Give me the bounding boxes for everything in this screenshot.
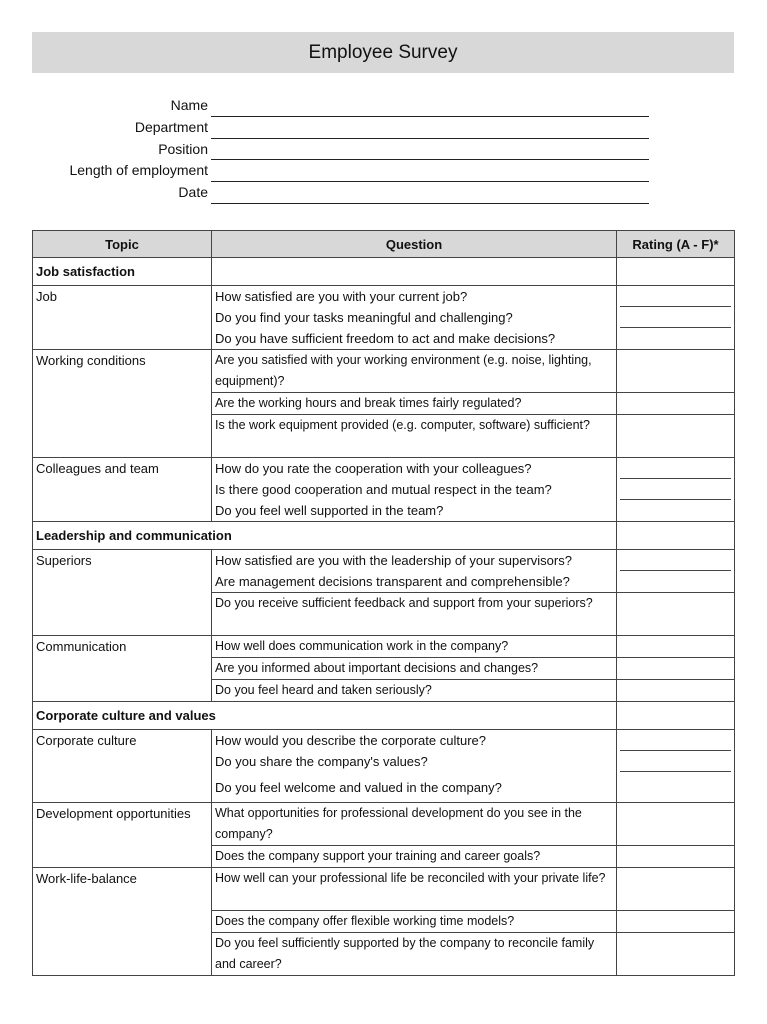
info-label: Name: [170, 97, 208, 113]
rating-cell[interactable]: [617, 933, 735, 976]
survey-table: [32, 230, 735, 976]
topic-cell: Communication: [33, 636, 212, 702]
question-text: Do you share the company's values?: [215, 754, 428, 769]
rating-cell[interactable]: [617, 258, 735, 286]
rating-cell[interactable]: [620, 571, 731, 592]
rating-cell[interactable]: [620, 307, 731, 328]
table-row: [33, 286, 735, 350]
rating-cell[interactable]: [617, 911, 735, 933]
info-label: Length of employment: [69, 162, 208, 179]
table-row: [33, 730, 735, 803]
question-cell: [212, 550, 617, 593]
rating-cell[interactable]: [617, 636, 735, 658]
question-text: How would you describe the corporate culture?: [215, 733, 486, 748]
table-row: [33, 868, 735, 911]
question-cell: Do you receive sufficient feedback and support from your superiors?: [212, 593, 617, 636]
info-row-date: [32, 182, 632, 204]
rating-cell[interactable]: [620, 730, 731, 751]
question-cell: [212, 730, 617, 803]
topic-cell: Working conditions: [33, 350, 212, 458]
question-text: Do you feel well supported in the team?: [215, 503, 444, 518]
rating-cell[interactable]: [620, 550, 731, 571]
section-row: [33, 258, 735, 286]
section-row: [33, 522, 735, 550]
section-title: Job satisfaction: [33, 258, 212, 286]
question-cell: Are you satisfied with your working environment (e.g. noise, lighting, equipment)?: [212, 350, 617, 393]
topic-cell: Superiors: [33, 550, 212, 636]
info-label: Date: [178, 184, 208, 201]
column-header-topic: Topic: [33, 231, 212, 258]
question-cell: Do you feel heard and taken seriously?: [212, 680, 617, 702]
question-text: Are management decisions transparent and comprehensible?: [215, 574, 570, 589]
section-title: Corporate culture and values: [33, 702, 617, 730]
section-row: [33, 702, 735, 730]
table-row: [33, 458, 735, 522]
column-header-rating: Rating (A - F)*: [617, 231, 735, 258]
rating-cell[interactable]: [620, 286, 731, 307]
info-label: Position: [158, 140, 208, 157]
info-row-department: [32, 117, 632, 139]
page-title: Employee Survey: [32, 32, 734, 73]
info-label: Department: [134, 118, 208, 135]
question-text: How satisfied are you with the leadership of your supervisors?: [215, 553, 572, 568]
question-cell: Does the company support your training and career goals?: [212, 846, 617, 868]
question-text: Do you find your tasks meaningful and challenging?: [215, 310, 513, 325]
rating-cell[interactable]: [617, 522, 735, 550]
column-header-question: Question: [212, 231, 617, 258]
question-cell: Does the company offer flexible working time models?: [212, 911, 617, 933]
question-text: Is there good cooperation and mutual respect in the team?: [215, 482, 552, 497]
info-row-position: [32, 139, 632, 161]
length-of-employment-field[interactable]: [211, 159, 649, 182]
date-field[interactable]: [211, 181, 649, 204]
rating-cell[interactable]: [620, 458, 731, 479]
topic-cell: Work-life-balance: [33, 868, 212, 976]
question-cell: Do you feel sufficiently supported by the company to reconcile family and career?: [212, 933, 617, 976]
question-cell: Are you informed about important decisions and changes?: [212, 658, 617, 680]
section-title: Leadership and communication: [33, 522, 617, 550]
section-question-blank: [212, 258, 617, 286]
info-row-name: [32, 95, 632, 117]
rating-cell[interactable]: [620, 751, 731, 772]
table-row: [33, 636, 735, 658]
rating-group: [617, 458, 735, 522]
table-row: [33, 550, 735, 593]
topic-cell: Corporate culture: [33, 730, 212, 803]
rating-cell[interactable]: [617, 350, 735, 393]
rating-cell[interactable]: [617, 393, 735, 415]
question-text: How do you rate the cooperation with your colleagues?: [215, 461, 532, 476]
rating-cell[interactable]: [617, 658, 735, 680]
rating-cell[interactable]: [620, 328, 731, 349]
position-field[interactable]: [211, 138, 649, 161]
table-row: [33, 803, 735, 846]
question-cell: Are the working hours and break times fairly regulated?: [212, 393, 617, 415]
rating-cell[interactable]: [617, 868, 735, 911]
rating-cell[interactable]: [617, 680, 735, 702]
question-cell: How well can your professional life be reconciled with your private life?: [212, 868, 617, 911]
rating-cell[interactable]: [617, 593, 735, 636]
question-cell: Is the work equipment provided (e.g. computer, software) sufficient?: [212, 415, 617, 458]
table-row: [33, 350, 735, 393]
rating-cell[interactable]: [617, 415, 735, 458]
question-text: Do you have sufficient freedom to act and make decisions?: [215, 331, 556, 346]
name-field[interactable]: [211, 94, 649, 117]
info-row-length-of-employment: [32, 160, 632, 182]
question-cell: [212, 286, 617, 350]
rating-group: [617, 730, 735, 803]
topic-cell: Job: [33, 286, 212, 350]
rating-cell[interactable]: [620, 772, 731, 802]
department-field[interactable]: [211, 116, 649, 139]
employee-info-form: [32, 95, 632, 204]
rating-cell[interactable]: [617, 846, 735, 868]
rating-cell[interactable]: [617, 803, 735, 846]
question-text: Do you feel welcome and valued in the company?: [215, 780, 502, 795]
rating-cell[interactable]: [620, 479, 731, 500]
rating-group: [617, 286, 735, 350]
question-text: How satisfied are you with your current job?: [215, 289, 468, 304]
question-cell: How well does communication work in the company?: [212, 636, 617, 658]
rating-cell[interactable]: [620, 500, 731, 521]
rating-cell[interactable]: [617, 702, 735, 730]
topic-cell: Colleagues and team: [33, 458, 212, 522]
question-cell: What opportunities for professional development do you see in the company?: [212, 803, 617, 846]
topic-cell: Development opportunities: [33, 803, 212, 868]
rating-group: [617, 550, 735, 593]
question-cell: [212, 458, 617, 522]
table-header-row: [33, 231, 735, 258]
